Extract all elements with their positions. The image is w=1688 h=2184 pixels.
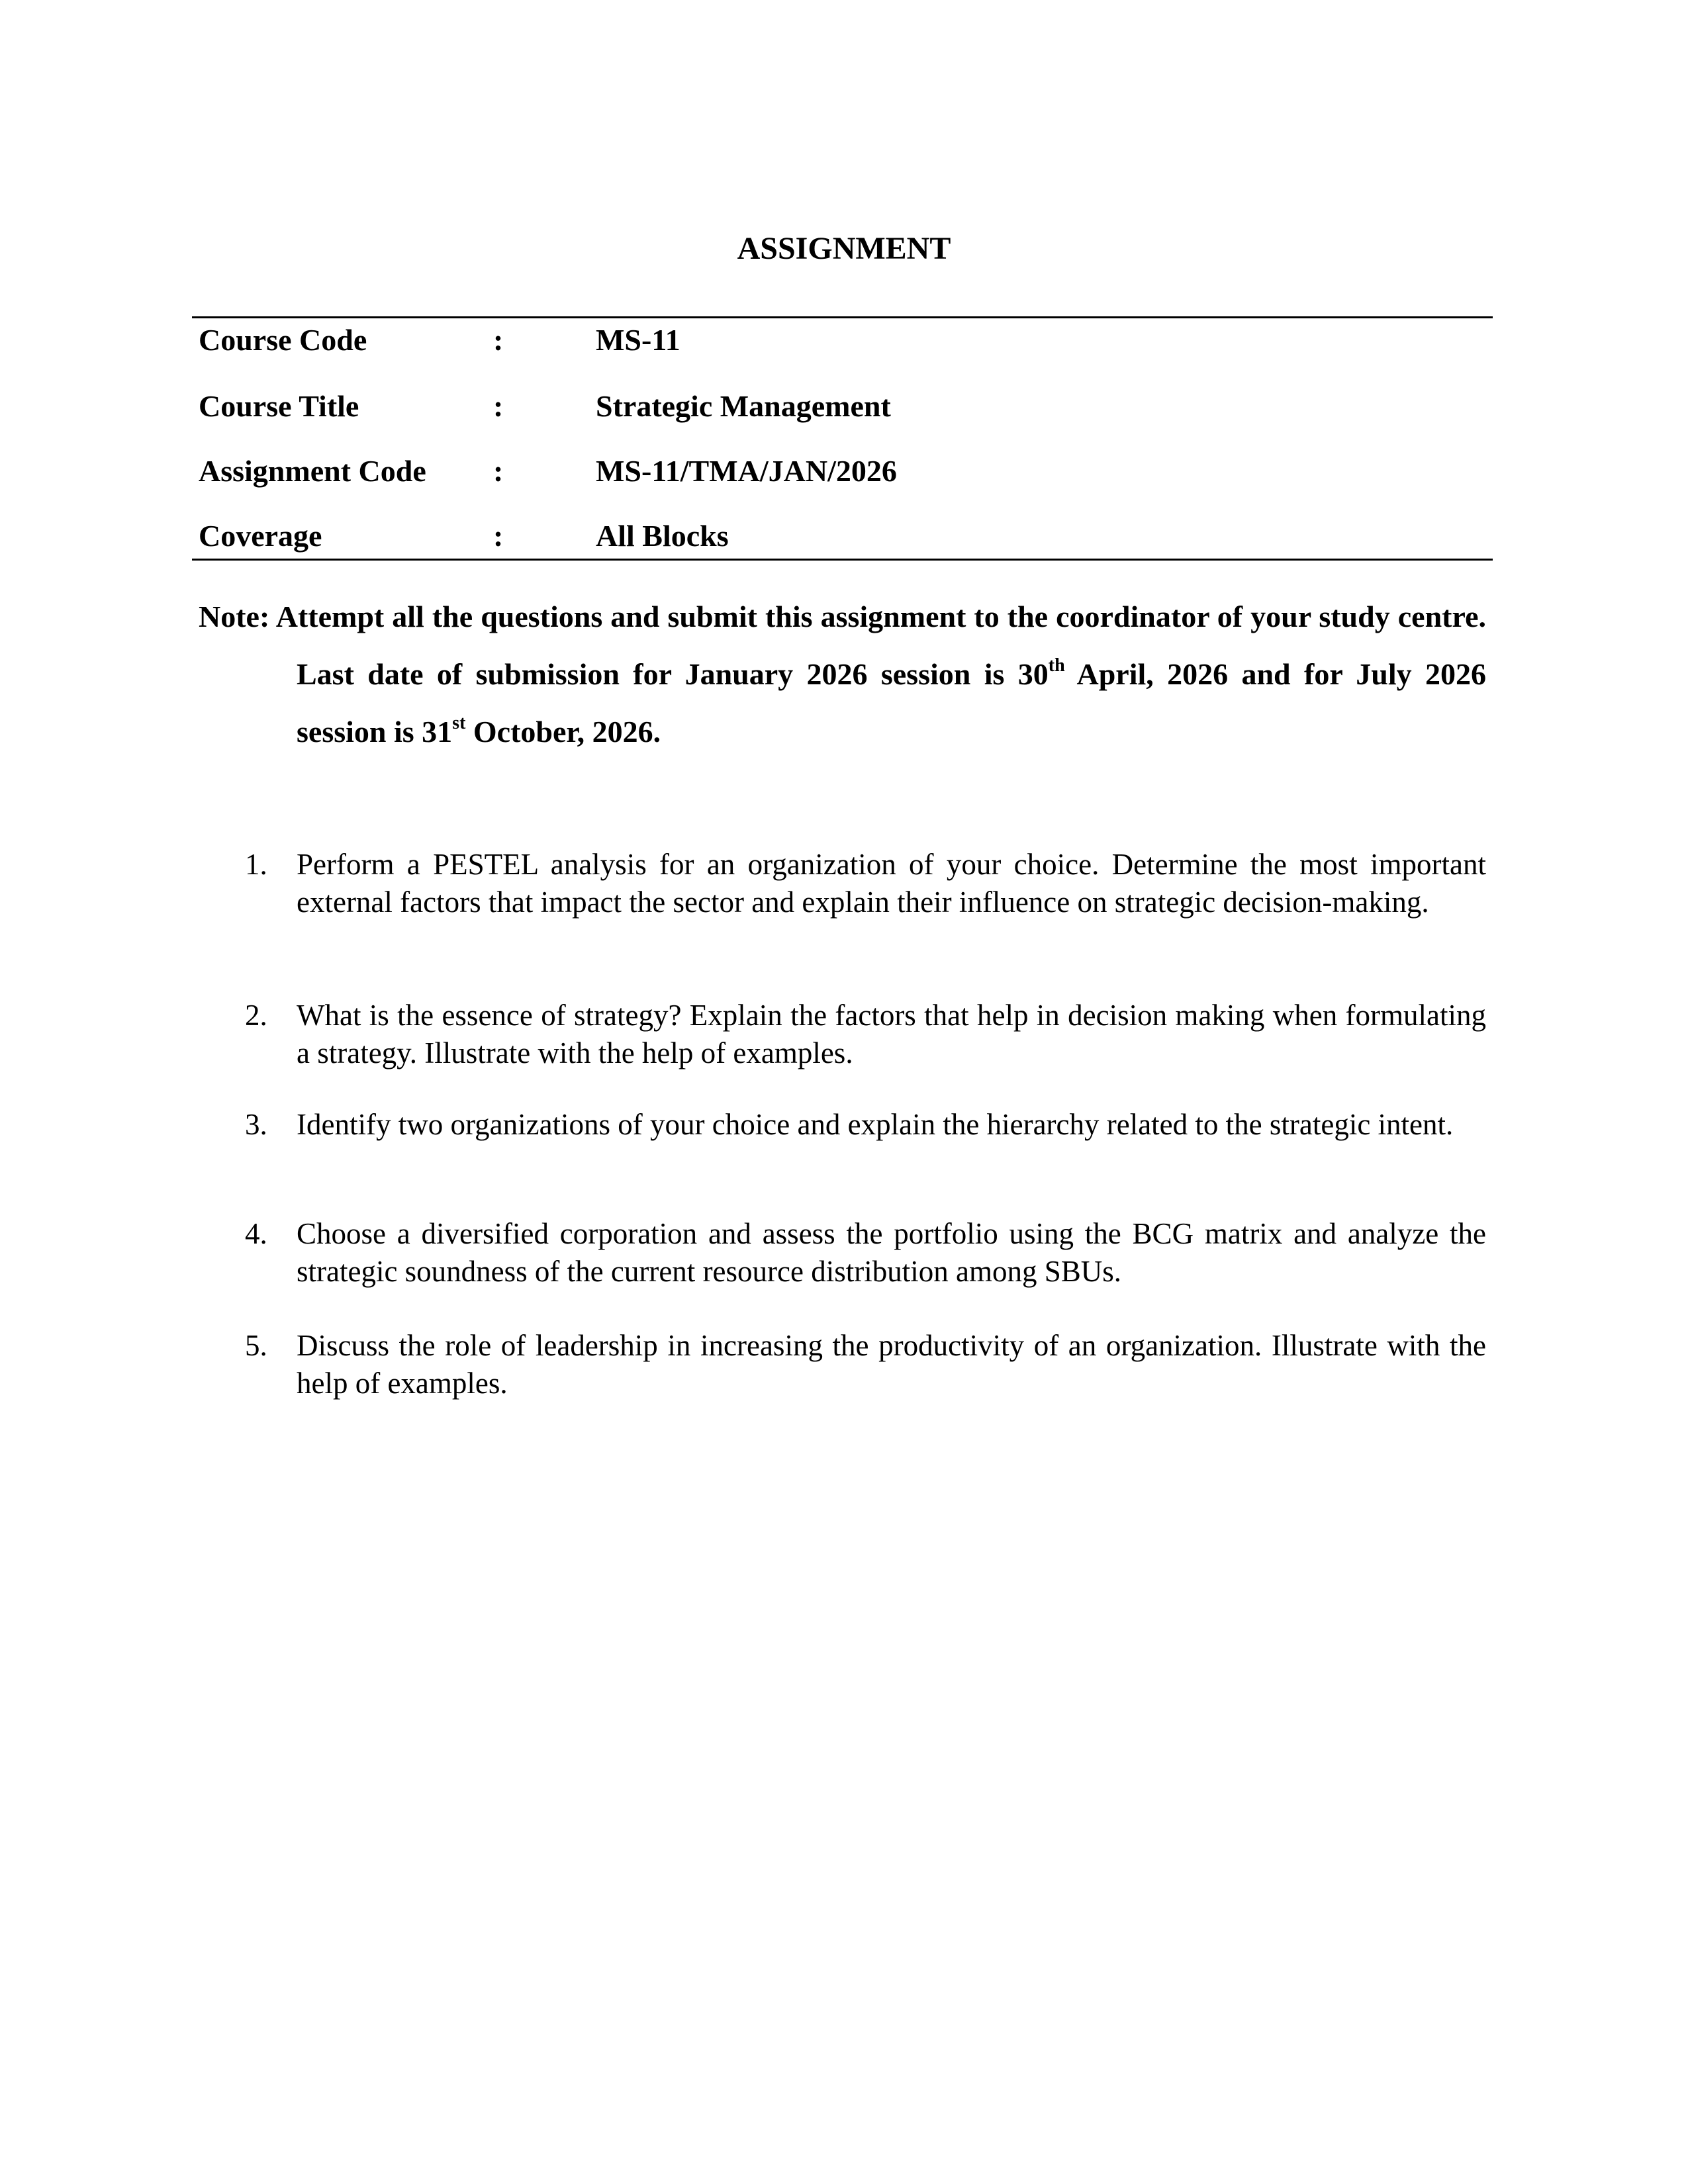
- meta-value: All Blocks: [596, 519, 729, 553]
- question-text: What is the essence of strategy? Explain the factors that help in decision making when formulating a strategy. Illustrate with the help of examples.: [297, 999, 1486, 1069]
- question-number: 4.: [245, 1217, 267, 1250]
- meta-value: Strategic Management: [596, 389, 891, 423]
- question-text: Choose a diversified corporation and assess the portfolio using the BCG matrix and analyze the strategic soundness of the current resource distribution among SBUs.: [297, 1217, 1486, 1288]
- question-number: 3.: [245, 1108, 267, 1141]
- meta-label: Assignment Code: [199, 454, 426, 488]
- meta-colon: :: [493, 519, 504, 553]
- note-superscript-th: th: [1048, 655, 1065, 676]
- question-text: Perform a PESTEL analysis for an organization of your choice. Determine the most important external factors that impact the sector and explain their influence on strategic decision-making.: [297, 848, 1486, 919]
- header-rule-bottom: [192, 559, 1493, 561]
- note-text-1: Note: Attempt all the questions and submit this assignment to the coordinator of your study centre. Last date of submission for January 2026 session is 30: [199, 600, 1486, 691]
- meta-colon: :: [493, 454, 504, 488]
- meta-value: MS-11/TMA/JAN/2026: [596, 454, 897, 488]
- question-text: Identify two organizations of your choice and explain the hierarchy related to the strategic intent.: [297, 1108, 1454, 1141]
- note-superscript-st: st: [452, 713, 466, 733]
- meta-value: MS-11: [596, 323, 680, 357]
- note-text-3: October, 2026.: [465, 715, 661, 749]
- page-title: ASSIGNMENT: [737, 231, 951, 266]
- question-number: 5.: [245, 1329, 267, 1362]
- meta-label: Course Code: [199, 323, 367, 357]
- header-rule-top: [192, 316, 1493, 318]
- meta-colon: :: [493, 323, 504, 357]
- question-number: 1.: [245, 848, 267, 881]
- question-number: 2.: [245, 999, 267, 1032]
- meta-colon: :: [493, 389, 504, 423]
- meta-label: Course Title: [199, 389, 359, 423]
- submission-note: [199, 588, 1486, 760]
- question-text: Discuss the role of leadership in increasing the productivity of an organization. Illustrate with the help of examples.: [297, 1329, 1486, 1400]
- note-text-2: April, 2026 and for July 2026 session is 31: [297, 657, 1486, 749]
- meta-label: Coverage: [199, 519, 322, 553]
